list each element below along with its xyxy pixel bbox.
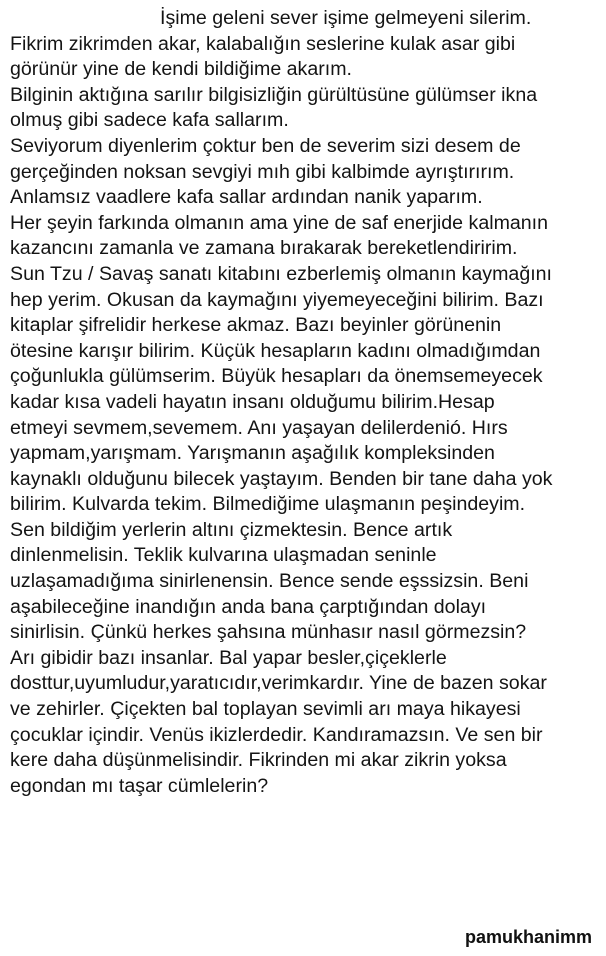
author-signature: pamukhanimm bbox=[464, 927, 592, 947]
text-line: Seviyorum diyenlerim çoktur ben de severim sizi desem de bbox=[10, 134, 521, 157]
text-line: Her şeyin farkında olmanın ama yine de saf enerjide kalmanın bbox=[10, 211, 549, 234]
text-line: etmeyi sevmem,sevemem. Anı yaşayan delilerdenió. Hırs bbox=[10, 416, 508, 439]
text-line: bilirim. Kulvarda tekim. Bilmediğime ulaşmanın peşindeyim. bbox=[10, 493, 526, 516]
text-line: kazancını zamanla ve zamana bırakarak bereketlendiririm. bbox=[10, 237, 518, 260]
text-line: Sun Tzu / Savaş sanatı kitabını ezberlemiş olmanın kaymağını bbox=[10, 262, 553, 285]
text-line: kaynaklı olduğunu bilecek yaştayım. Benden bir tane daha yok bbox=[10, 467, 553, 490]
text-line: Sen bildiğim yerlerin altını çizmektesin. Bence artık bbox=[10, 518, 453, 541]
text-line: Fikrim zikrimden akar, kalabalığın seslerine kulak asar gibi bbox=[10, 32, 516, 55]
text-line: hep yerim. Okusan da kaymağını yiyemeyeceğini bilirim. Bazı bbox=[10, 288, 544, 311]
text-line: yapmam,yarışmam. Yarışmanın aşağılık kompleksinden bbox=[10, 442, 495, 465]
text-line: olmuş gibi sadece kafa sallarım. bbox=[10, 109, 289, 132]
text-line: egondan mı taşar cümlelerin? bbox=[10, 774, 269, 797]
text-line: aşabileceğine inandığın anda bana çarptığından dolayı bbox=[10, 595, 487, 618]
text-line: çocuklar içindir. Venüs ikizlerdedir. Kandıramazsın. Ve sen bir bbox=[10, 723, 543, 746]
text-line: sinirlisin. Çünkü herkes şahsına münhasır nasıl görmezsin? bbox=[10, 621, 527, 644]
text-line: dinlenmelisin. Teklik kulvarına ulaşmadan seninle bbox=[10, 544, 437, 567]
text-line: Arı gibidir bazı insanlar. Bal yapar besler,çiçeklerle bbox=[10, 646, 447, 669]
text-line: çoğunlukla gülümserim. Büyük hesapları da önemsemeyecek bbox=[10, 365, 543, 388]
text-line: kitaplar şifrelidir herkese akmaz. Bazı beyinler görünenin bbox=[10, 314, 502, 337]
text-line: İşime geleni sever işime gelmeyeni silerim. bbox=[160, 7, 532, 29]
text-line: Bilginin aktığına sarılır bilgisizliğin gürültüsüne gülümser ikna bbox=[10, 83, 538, 106]
text-line: kadar kısa vadeli hayatın insanı olduğumu bilirim.Hesap bbox=[10, 390, 495, 413]
text-line: dosttur,uyumludur,yaratıcıdır,verimkardır. Yine de bazen sokar bbox=[10, 672, 547, 695]
text-line: ve zehirler. Çiçekten bal toplayan sevimli arı maya hikayesi bbox=[10, 698, 521, 721]
text-line: Anlamsız vaadlere kafa sallar ardından nanik yaparım. bbox=[10, 186, 483, 209]
text-line: ötesine karışır bilirim. Küçük hesapların kadını olmadığımdan bbox=[10, 339, 541, 362]
text-block bbox=[10, 6, 600, 799]
text-line: görünür yine de kendi bildiğime akarım. bbox=[10, 58, 352, 81]
text-line: gerçeğinden noksan sevgiyi mıh gibi kalbimde ayrıştırırım. bbox=[10, 160, 515, 183]
text-line: uzlaşamadığıma sinirlenensin. Bence sende eşssizsin. Beni bbox=[10, 570, 529, 593]
text-line: kere daha düşünmelisindir. Fikrinden mi akar zikrin yoksa bbox=[10, 749, 507, 772]
